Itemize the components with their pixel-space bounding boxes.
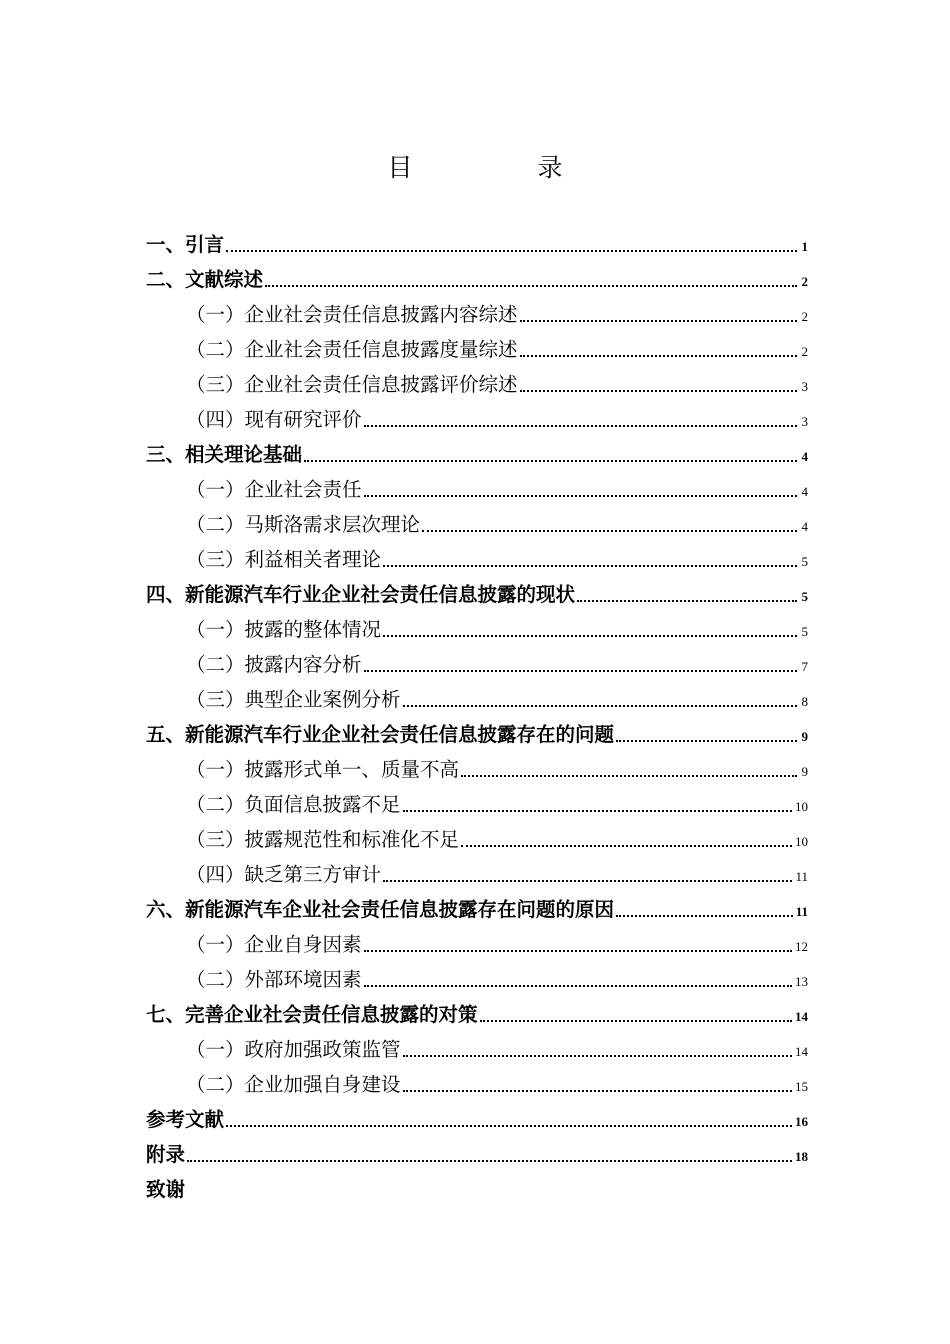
toc-entry-page-number: 10: [795, 834, 808, 849]
toc-entry-page-number: 5: [801, 589, 808, 604]
toc-entry-label: 五、新能源汽车行业企业社会责任信息披露存在的问题: [146, 723, 615, 746]
toc-entry-page-number: 8: [801, 694, 808, 709]
toc-entry-label: 一、引言: [146, 233, 225, 256]
toc-entry-page-number: 9: [801, 764, 808, 779]
page-title: 目 录: [387, 153, 613, 182]
toc-entry-label: （三）企业社会责任信息披露评价综述: [186, 373, 518, 396]
toc-entry-label: （二）马斯洛需求层次理论: [186, 513, 421, 536]
toc-section-entry[interactable]: [146, 607, 808, 642]
toc-chapter-entry[interactable]: [146, 1097, 808, 1132]
toc-entry-page-number: 18: [795, 1149, 808, 1164]
toc-entry-label: 二、文献综述: [146, 268, 264, 291]
toc-entry-label: 附录: [146, 1143, 186, 1166]
dot-leader: [364, 670, 797, 672]
toc-chapter-entry[interactable]: [146, 712, 808, 747]
toc-entry-label: （二）披露内容分析: [186, 653, 362, 676]
toc-entry-page-number: 11: [795, 904, 808, 919]
dot-leader: [520, 390, 797, 392]
toc-entry-label: 参考文献: [146, 1108, 225, 1131]
toc-section-entry[interactable]: [146, 747, 808, 782]
dot-leader: [461, 775, 797, 777]
dot-leader: [616, 915, 793, 917]
toc-section-entry[interactable]: [146, 1062, 808, 1097]
toc-section-entry[interactable]: [146, 397, 808, 432]
toc-section-entry[interactable]: [146, 852, 808, 887]
toc-entry-label: （三）披露规范性和标准化不足: [186, 828, 460, 851]
toc-entry-page-number: 9: [801, 729, 808, 744]
toc-section-entry[interactable]: [146, 922, 808, 957]
toc-entry-page-number: 2: [801, 309, 808, 324]
toc-chapter-entry[interactable]: [146, 1132, 808, 1167]
toc-entry-page-number: 4: [801, 519, 808, 534]
dot-leader: [520, 355, 797, 357]
toc-chapter-entry[interactable]: [146, 257, 808, 292]
dot-leader: [364, 950, 792, 952]
dot-leader: [520, 320, 797, 322]
toc-entry-label: 七、完善企业社会责任信息披露的对策: [146, 1003, 478, 1026]
dot-leader: [364, 985, 792, 987]
toc-entry-label: （一）披露形式单一、质量不高: [186, 758, 460, 781]
toc-section-entry[interactable]: [146, 817, 808, 852]
toc-entry-page-number: 7: [801, 659, 808, 674]
dot-leader: [383, 635, 797, 637]
toc-entry-page-number: 16: [795, 1114, 808, 1129]
toc-entry-label: （三）利益相关者理论: [186, 548, 382, 571]
toc-entry-page-number: 12: [795, 939, 808, 954]
dot-leader: [383, 880, 792, 882]
toc-entry-page-number: 4: [801, 449, 808, 464]
toc-section-entry[interactable]: [146, 292, 808, 327]
toc-entry-page-number: 13: [795, 974, 808, 989]
toc-section-entry[interactable]: [146, 467, 808, 502]
dot-leader: [304, 460, 797, 462]
toc-entry-label: （一）披露的整体情况: [186, 618, 382, 641]
toc-section-entry[interactable]: [146, 782, 808, 817]
toc-entry-page-number: 5: [801, 554, 808, 569]
toc-entry-label: （一）企业社会责任: [186, 478, 362, 501]
dot-leader: [187, 1160, 792, 1162]
dot-leader: [226, 250, 797, 252]
dot-leader: [364, 425, 797, 427]
toc-entry-page-number: 2: [801, 344, 808, 359]
toc-entry-label: （一）企业自身因素: [186, 933, 362, 956]
dot-leader: [383, 565, 797, 567]
dot-leader: [403, 1055, 792, 1057]
toc-entry-page-number: 11: [795, 869, 808, 884]
toc-entry-label: （三）典型企业案例分析: [186, 688, 401, 711]
toc-entry-label: 三、相关理论基础: [146, 443, 303, 466]
toc-entry-label: （二）负面信息披露不足: [186, 793, 401, 816]
table-of-contents: [146, 222, 808, 1202]
dot-leader: [265, 285, 797, 287]
dot-leader: [577, 600, 797, 602]
toc-section-entry[interactable]: [146, 957, 808, 992]
toc-entry-label: 六、新能源汽车企业社会责任信息披露存在问题的原因: [146, 898, 615, 921]
toc-entry-page-number: 1: [801, 239, 808, 254]
dot-leader: [403, 705, 797, 707]
dot-leader: [422, 530, 797, 532]
toc-chapter-entry[interactable]: [146, 1167, 808, 1202]
toc-entry-page-number: 15: [795, 1079, 808, 1094]
toc-chapter-entry[interactable]: [146, 572, 808, 607]
toc-section-entry[interactable]: [146, 327, 808, 362]
toc-entry-page-number: 14: [795, 1044, 808, 1059]
toc-section-entry[interactable]: [146, 502, 808, 537]
toc-chapter-entry[interactable]: [146, 992, 808, 1027]
dot-leader: [226, 1125, 792, 1127]
toc-chapter-entry[interactable]: [146, 432, 808, 467]
toc-chapter-entry[interactable]: [146, 222, 808, 257]
dot-leader: [403, 810, 792, 812]
toc-entry-label: （一）企业社会责任信息披露内容综述: [186, 303, 518, 326]
toc-entry-page-number: 2: [801, 274, 808, 289]
toc-entry-page-number: 5: [801, 624, 808, 639]
toc-entry-label: （一）政府加强政策监管: [186, 1038, 401, 1061]
toc-entry-label: （二）企业社会责任信息披露度量综述: [186, 338, 518, 361]
toc-section-entry[interactable]: [146, 677, 808, 712]
toc-entry-page-number: 14: [795, 1009, 808, 1024]
dot-leader: [461, 845, 792, 847]
toc-entry-label: （二）外部环境因素: [186, 968, 362, 991]
toc-entry-label: 致谢: [146, 1178, 186, 1201]
toc-entry-label: （四）缺乏第三方审计: [186, 863, 382, 886]
toc-entry-label: （二）企业加强自身建设: [186, 1073, 401, 1096]
dot-leader: [364, 495, 797, 497]
dot-leader: [616, 740, 797, 742]
dot-leader: [480, 1020, 792, 1022]
toc-entry-page-number: 3: [801, 414, 808, 429]
toc-entry-page-number: 4: [801, 484, 808, 499]
toc-section-entry[interactable]: [146, 1027, 808, 1062]
toc-section-entry[interactable]: [146, 537, 808, 572]
toc-section-entry[interactable]: [146, 362, 808, 397]
toc-entry-label: （四）现有研究评价: [186, 408, 362, 431]
dot-leader: [403, 1090, 792, 1092]
toc-entry-page-number: 3: [801, 379, 808, 394]
toc-entry-label: 四、新能源汽车行业企业社会责任信息披露的现状: [146, 583, 576, 606]
toc-entry-page-number: 10: [795, 799, 808, 814]
toc-chapter-entry[interactable]: [146, 887, 808, 922]
toc-section-entry[interactable]: [146, 642, 808, 677]
